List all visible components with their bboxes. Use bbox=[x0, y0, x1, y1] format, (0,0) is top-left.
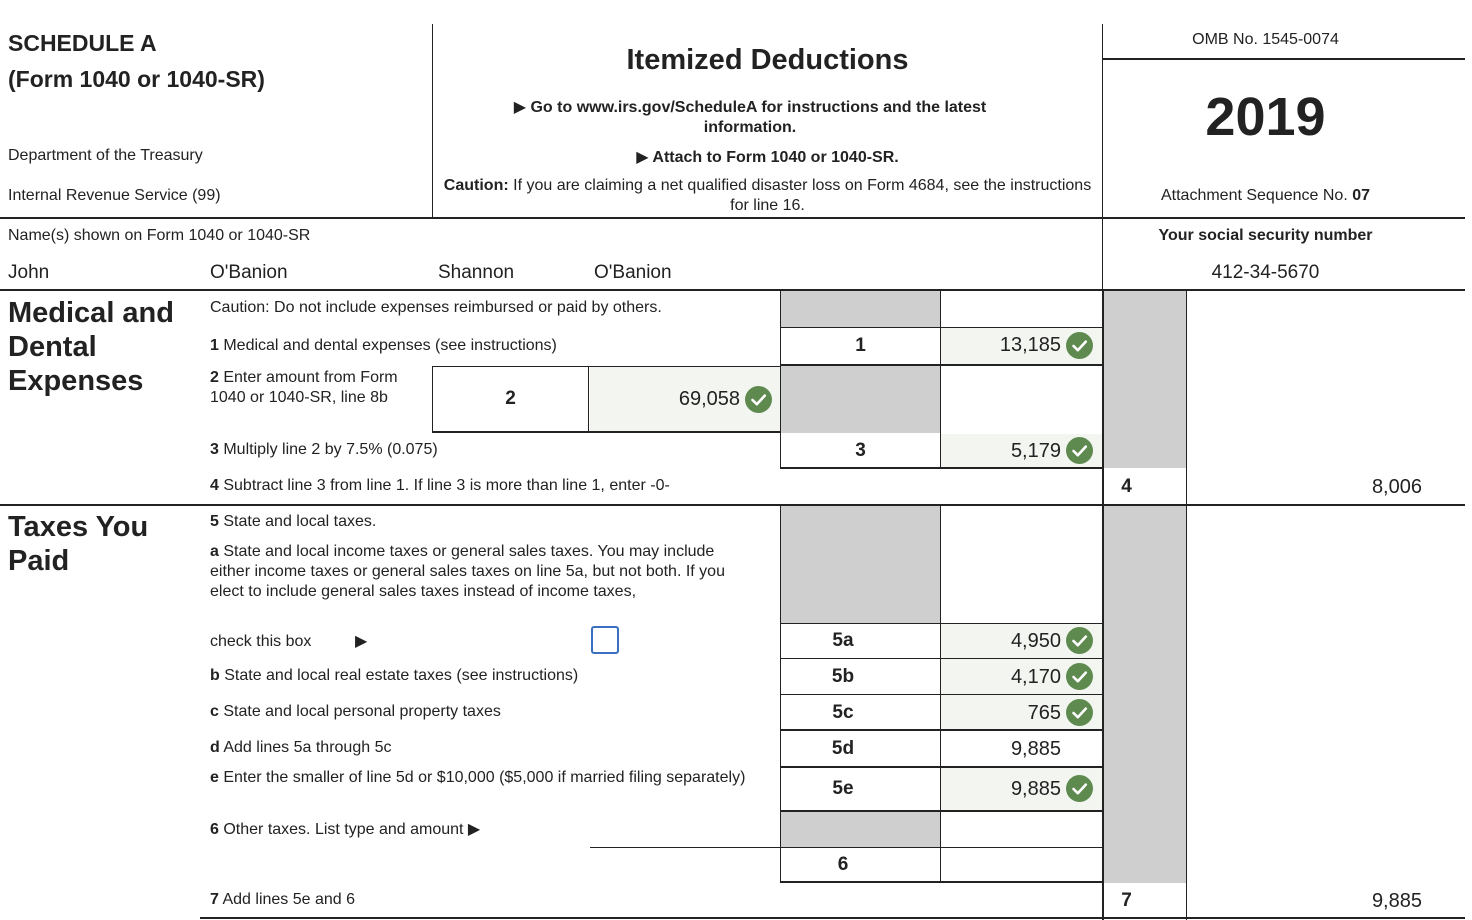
shade-medical-line2 bbox=[781, 366, 940, 433]
line1-check-icon bbox=[1066, 332, 1093, 359]
line3-label: 3 Multiply line 2 by 7.5% (0.075) bbox=[210, 441, 438, 458]
taxpayer-last-name[interactable]: O'Banion bbox=[210, 262, 288, 283]
names-bottom-rule bbox=[0, 289, 1465, 291]
line5d-label: d Add lines 5a through 5c bbox=[210, 739, 392, 756]
line5c-check-icon bbox=[1066, 699, 1093, 726]
line3-amount[interactable]: 5,179 bbox=[1010, 440, 1061, 462]
attach-instructions: ▶ Attach to Form 1040 or 1040-SR. bbox=[636, 149, 899, 166]
attachment-sequence-label: Attachment Sequence No. bbox=[1160, 187, 1353, 204]
line2-label: 2 Enter amount from Form 1040 or 1040-SR, line 8b bbox=[210, 369, 398, 406]
schedule-title: SCHEDULE A bbox=[8, 30, 157, 56]
shade-taxes-top bbox=[781, 506, 940, 623]
line6-box-number: 6 bbox=[837, 854, 849, 875]
rule-after-5e bbox=[780, 810, 1102, 812]
taxes-section-title: Taxes You Paid bbox=[8, 511, 149, 577]
form-title: Itemized Deductions bbox=[626, 44, 909, 76]
ssn-value[interactable]: 412-34-5670 bbox=[1211, 262, 1320, 283]
line7-box-number: 7 bbox=[1121, 890, 1132, 911]
shade-medical-caution bbox=[781, 291, 940, 327]
line5-label: 5 State and local taxes. bbox=[210, 513, 377, 530]
line5b-amount[interactable]: 4,170 bbox=[1010, 666, 1061, 688]
line1-label: 1 Medical and dental expenses (see instructions) bbox=[210, 337, 557, 354]
rule-after-5b bbox=[780, 694, 1102, 695]
rule-after-line6 bbox=[780, 881, 1102, 883]
shade-taxes-col4 bbox=[1103, 506, 1186, 883]
rule-after-line3 bbox=[780, 467, 1102, 469]
shade-taxes-line6 bbox=[781, 812, 940, 847]
line5c-label: c State and local personal property taxes bbox=[210, 703, 501, 720]
attachment-sequence-number: 07 bbox=[1352, 187, 1371, 204]
rule-line2-bottom bbox=[432, 431, 780, 433]
line5a-label: a State and local income taxes or general sales taxes. You may include either income taxes or general sales taxes on line 5a, but not both. If you elect to include general sales taxes instead of income taxes, bbox=[210, 543, 725, 600]
col-right-divider-medical bbox=[1102, 291, 1104, 505]
line5a-box-number: 5a bbox=[832, 630, 854, 651]
caution-label: Caution: bbox=[443, 177, 509, 194]
header-bottom-rule bbox=[0, 217, 1465, 219]
line4-amount[interactable]: 8,006 bbox=[1371, 476, 1422, 498]
line1-amount[interactable]: 13,185 bbox=[999, 334, 1061, 356]
line6-label: 6 Other taxes. List type and amount ▶ bbox=[210, 821, 481, 838]
irs-label: Internal Revenue Service (99) bbox=[8, 187, 221, 204]
col-total-divider-medical bbox=[1186, 291, 1187, 505]
line5e-amount[interactable]: 9,885 bbox=[1010, 778, 1061, 800]
tax-year: 2019 bbox=[1205, 87, 1326, 147]
line5d-amount: 9,885 bbox=[1010, 738, 1061, 760]
line5b-check-icon bbox=[1066, 663, 1093, 690]
shade-medical-col4 bbox=[1103, 291, 1186, 468]
line2-amount[interactable]: 69,058 bbox=[678, 388, 740, 410]
line4-box-number: 4 bbox=[1121, 476, 1132, 497]
rule-after-5c bbox=[780, 729, 1102, 731]
rule-medical-bottom bbox=[0, 504, 1465, 506]
attachment-sequence bbox=[1103, 186, 1428, 206]
general-sales-tax-checkbox[interactable] bbox=[591, 626, 619, 654]
col-right-divider-taxes bbox=[1102, 506, 1104, 920]
line5b-label: b State and local real estate taxes (see instructions) bbox=[210, 667, 579, 684]
line2-check-icon bbox=[745, 386, 772, 413]
line5e-box-number: 5e bbox=[832, 778, 854, 799]
col-total-divider-taxes bbox=[1186, 506, 1187, 920]
line3-box-number: 3 bbox=[855, 440, 866, 461]
line5c-box-number: 5c bbox=[832, 702, 854, 723]
rule-after-caution bbox=[780, 327, 1102, 328]
line5a-check-icon bbox=[1066, 627, 1093, 654]
caution-text: If you are claiming a net qualified disaster loss on Form 4684, see the instructions for line 16. bbox=[508, 177, 1092, 214]
form-reference: (Form 1040 or 1040-SR) bbox=[8, 66, 265, 92]
line2-box-number: 2 bbox=[505, 388, 516, 409]
line5e-label: e Enter the smaller of line 5d or $10,000 ($5,000 if married filing separately) bbox=[210, 769, 746, 786]
rule-taxes-bottom bbox=[200, 917, 1465, 919]
omb-underline bbox=[1103, 58, 1465, 60]
line5a-arrow-icon: ▶ bbox=[355, 633, 368, 650]
rule-line2-top bbox=[432, 366, 780, 367]
omb-number: OMB No. 1545-0074 bbox=[1192, 31, 1339, 48]
rule-line6-entry bbox=[590, 847, 1102, 848]
goto-instructions: ▶ Go to www.irs.gov/ScheduleA for instructions and the latest information. bbox=[513, 99, 987, 136]
line5a-check-text: check this box bbox=[210, 633, 312, 650]
line3-check-icon bbox=[1066, 437, 1093, 464]
line5c-amount[interactable]: 765 bbox=[1027, 702, 1061, 724]
spouse-first-name[interactable]: Shannon bbox=[438, 262, 515, 283]
medical-section-title: Medical and Dental Expenses bbox=[8, 297, 174, 397]
line6-amount[interactable] bbox=[941, 853, 1061, 877]
ssn-label: Your social security number bbox=[1158, 227, 1373, 244]
line4-label: 4 Subtract line 3 from line 1. If line 3 is more than line 1, enter -0- bbox=[210, 477, 670, 494]
department-label: Department of the Treasury bbox=[8, 147, 203, 164]
caution-note bbox=[440, 176, 1095, 216]
spouse-last-name[interactable]: O'Banion bbox=[594, 262, 672, 283]
line6-description-input[interactable] bbox=[590, 815, 778, 845]
line1-box-number: 1 bbox=[855, 335, 866, 356]
line5a-amount[interactable]: 4,950 bbox=[1010, 630, 1061, 652]
line5e-check-icon bbox=[1066, 775, 1093, 802]
rule-after-taxes-shade bbox=[780, 623, 1102, 624]
line5b-box-number: 5b bbox=[831, 666, 855, 687]
ssn-divider bbox=[1102, 218, 1103, 290]
rule-after-5d bbox=[780, 766, 1102, 768]
line7-amount[interactable]: 9,885 bbox=[1371, 890, 1422, 912]
medical-caution: Caution: Do not include expenses reimbursed or paid by others. bbox=[210, 299, 662, 316]
taxpayer-first-name[interactable]: John bbox=[8, 262, 50, 283]
rule-after-line1 bbox=[780, 364, 1102, 366]
line7-label: 7 Add lines 5e and 6 bbox=[210, 891, 356, 908]
line2-box-mid bbox=[588, 366, 589, 432]
rule-after-5a bbox=[780, 658, 1102, 659]
line5d-box-number: 5d bbox=[831, 738, 855, 759]
names-label: Name(s) shown on Form 1040 or 1040-SR bbox=[8, 227, 311, 244]
